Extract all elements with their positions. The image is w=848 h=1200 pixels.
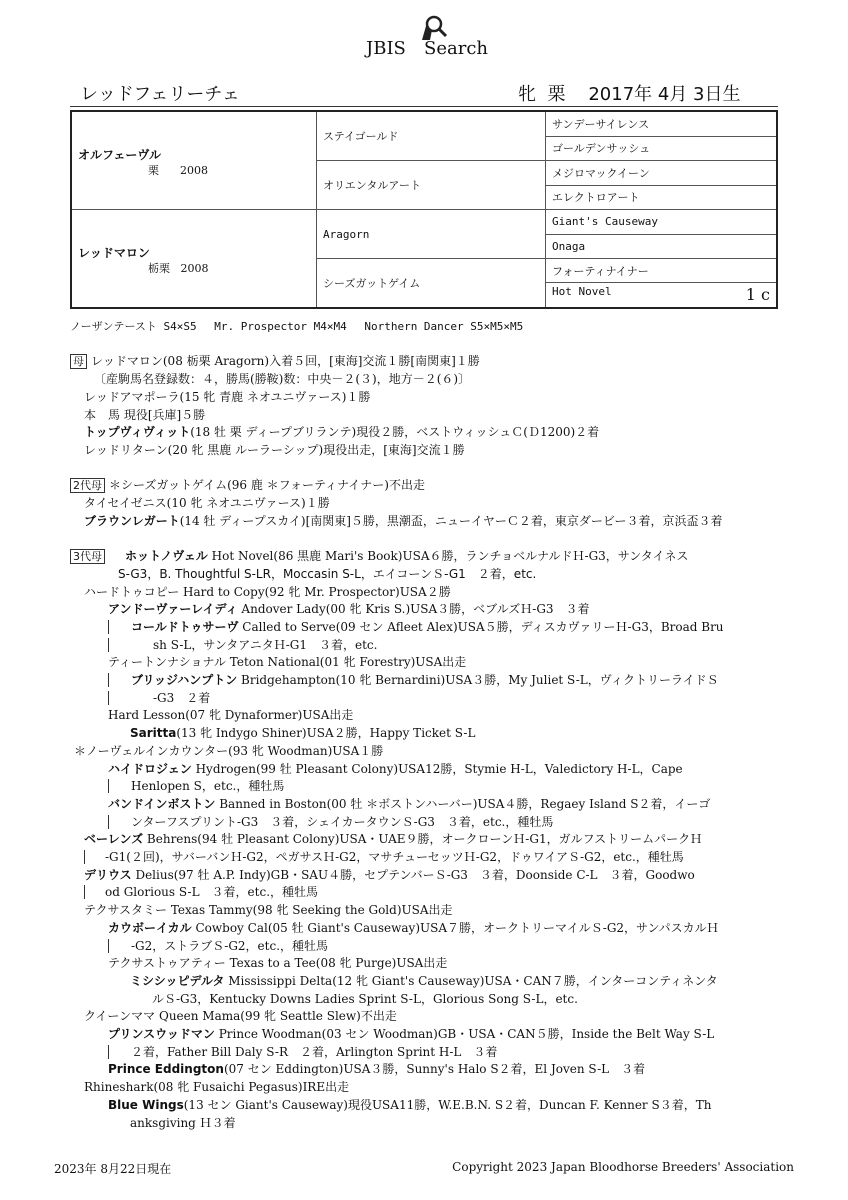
third-dam-line-21: テクサスタミー Texas Tammy(98 牝 Seeking the Gold)USA出走	[84, 903, 453, 918]
horse-color: 栗	[547, 84, 566, 105]
dam-tag: 母	[70, 354, 87, 369]
third-dam-line-23: -G2，ストラブＳ-G2，etc.，種牡馬	[70, 938, 770, 956]
footer-date: 2023年 8月22日現在	[54, 1162, 172, 1176]
third-dam-line-8: ブリッジハンプトン Bridgehampton(10 牝 Bernardini)USA３勝，My Juliet S-L，ヴィクトリーライドＳ	[70, 672, 770, 690]
third-dam-line-13: ハイドロジェン Hydrogen(99 牡 Pleasant Colony)USA12勝，Stymie H-L，Valedictory H-L，Cape	[108, 761, 683, 776]
pedigree-ds-sire: Giant's Causeway	[546, 210, 778, 235]
third-dam-line-1: 3代母 ホットノヴェル Hot Novel(86 黒鹿 Mari's Book)USA６勝，ランチョベルナルドＨ-G3，サンタイネス	[70, 548, 770, 566]
pedigree-ds-dam: Onaga	[546, 234, 778, 259]
footer-copyright: Copyright 2023 Japan Bloodhorse Breeders' Association	[452, 1160, 794, 1174]
horse-birth: 2017年 4月 3日生	[588, 84, 741, 105]
third-dam-line-5: コールドトゥサーヴ Called to Serve(09 セン Afleet Alex)USA５勝，ディスカヴァリーＨ-G3，Broad Bru	[70, 619, 770, 637]
dam-line-5: トップヴィヴィット(18 牡 栗 ディープブリランテ)現役２勝，ベストウィッシュＣ(Ｄ1200)２着	[84, 425, 600, 440]
third-dam-line-31: Rhineshark(08 牝 Fusaichi Pegasus)IRE出走	[84, 1080, 350, 1095]
third-dam-line-24: テクサストゥアティー Texas to a Tee(08 牝 Purge)USA出走	[108, 956, 448, 971]
pedigree-ss-sire: サンデーサイレンス	[546, 111, 778, 136]
third-dam-line-14: Henlopen S，etc.，種牡馬	[70, 778, 770, 796]
pedigree-sire-dam: オリエンタルアート	[317, 161, 546, 210]
third-dam-line-22: カウボーイカル Cowboy Cal(05 牡 Giant's Causeway)USA７勝，オークトリーマイルＳ-G2，サンパスカルＨ	[108, 920, 719, 935]
pedigree-ss-dam: ゴールデンサッシュ	[546, 136, 778, 161]
pedigree-dd-dam: Hot Novel 1 c	[546, 283, 778, 308]
dam-line-4: 本 馬 現役[兵庫]５勝	[84, 407, 206, 422]
horse-header	[70, 80, 778, 106]
sire-name: オルフェーヴル	[78, 148, 162, 162]
dam-line-2: 〔産駒馬名登録数：４，勝馬(勝鞍)数：中央－２(３)，地方－２(６)〕	[94, 372, 471, 387]
inbreeding-line: ノーザンテースト S4×S5 Mr. Prospector M4×M4 Northern Dancer S5×M5×M5	[70, 320, 524, 333]
pedigree-sire	[71, 111, 317, 210]
third-dam-line-3: ハードトゥコピー Hard to Copy(92 牝 Mr. Prospector)USA２勝	[84, 584, 451, 599]
third-dam-line-32: Blue Wings(13 セン Giant's Causeway)現役USA11勝，W.E.B.N. S２着，Duncan F. Kenner S３着，Th	[108, 1097, 712, 1112]
pedigree-dd-sire: フォーティナイナー	[546, 259, 778, 283]
family-number: 1 c	[745, 285, 770, 305]
horse-name: レッドフェリーチェ	[80, 84, 240, 105]
third-dam-line-26: ルＳ-G3，Kentucky Downs Ladies Sprint S-L，Glorious Song S-L，etc.	[152, 991, 578, 1006]
third-dam-line-33: anksgiving Ｈ３着	[130, 1115, 236, 1130]
third-dam-line-6: sh S-L，サンタアニタＨ-G1 ３着，etc.	[70, 637, 770, 655]
third-dam-line-10: Hard Lesson(07 牝 Dynaformer)USA出走	[108, 708, 354, 723]
third-dam-line-19: デリウス Delius(97 牡 A.P. Indy)GB・SAU４勝，セプテンバーＳ-G3 ３着，Doonside C-L ３着，Goodwo	[84, 867, 695, 882]
third-dam-line-7: ティートンナショナル Teton National(01 牝 Forestry)USA出走	[108, 655, 467, 670]
dam-name: レッドマロン	[78, 246, 150, 260]
third-dam-line-28: プリンスウッドマン Prince Woodman(03 セン Woodman)GB・USA・CAN５勝，Inside the Belt Way S-L	[108, 1027, 715, 1042]
pedigree-dam	[71, 210, 317, 309]
pedigree-sire-sire: ステイゴールド	[317, 111, 546, 161]
third-dam-line-29: ２着，Father Bill Daly S-R ２着，Arlington Sprint H-L ３着	[70, 1044, 770, 1062]
third-dam-line-16: ンターフスプリント-G3 ３着，シェイカータウンＳ-G3 ３着，etc.，種牡馬	[70, 814, 770, 832]
third-dam-line-2: S-G3，B. Thoughtful S-LR，Moccasin S-L，エイコーンＳ-G1 ２着，etc.	[118, 566, 537, 581]
horse-sex: 牝	[518, 84, 536, 105]
second-dam-line-2: タイセイゼニス(10 牝 ネオユニヴァース)１勝	[84, 496, 330, 510]
logo-search-text: Search	[424, 38, 488, 59]
jbis-search-logo	[366, 14, 496, 60]
third-dam-line-20: od Glorious S-L ３着，etc.，種牡馬	[70, 884, 770, 902]
dam-line-1: 母 レッドマロン(08 栃栗 Aragorn)入着５回，[東海]交流１勝[南関東]１勝	[70, 353, 770, 371]
pedigree-table	[70, 110, 778, 309]
third-dam-tag: 3代母	[70, 549, 105, 564]
pedigree-dam-dam: シーズガットゲイム	[317, 259, 546, 309]
header-underline	[70, 106, 778, 107]
horse-info	[518, 80, 741, 106]
third-dam-line-12: ＊ノーヴェルインカウンター(93 牝 Woodman)USA１勝	[74, 743, 384, 758]
second-dam-line-1: 2代母 ＊シーズガットゲイム(96 鹿 ＊フォーティナイナー)不出走	[70, 477, 770, 495]
pedigree-sd-dam: エレクトロアート	[546, 185, 778, 210]
logo-jbis-text: JBIS	[366, 38, 406, 59]
second-dam-line-3: ブラウンレガート(14 牡 ディープスカイ)[南関東]５勝，黒潮盃，ニューイヤーＣ２着，東京ダービー３着，京浜盃３着	[84, 513, 723, 528]
pedigree-dam-sire: Aragorn	[317, 210, 546, 259]
family-records	[70, 318, 770, 1132]
dam-line-3: レッドアマポーラ(15 牝 青鹿 ネオユニヴァース)１勝	[84, 389, 371, 404]
pedigree-sd-sire: メジロマックイーン	[546, 161, 778, 186]
second-dam-tag: 2代母	[70, 478, 105, 493]
dam-detail: 栃栗 2008	[148, 262, 209, 275]
sire-detail: 栗 2008	[148, 164, 208, 177]
third-dam-line-17: ベーレンズ Behrens(94 牡 Pleasant Colony)USA・UAE９勝，オークローンＨ-G1，ガルフストリームパークＨ	[84, 832, 703, 847]
third-dam-line-11: Saritta(13 牝 Indygo Shiner)USA２勝，Happy Ticket S-L	[130, 726, 476, 741]
third-dam-line-4: アンドーヴァーレイディ Andover Lady(00 牝 Kris S.)USA３勝，ベブルズＨ-G3 ３着	[108, 602, 590, 617]
third-dam-line-18: -G1(２回)，サバーバンＨ-G2，ペガサスＨ-G2，マサチューセッツＨ-G2，ドゥワイアＳ-G2，etc.，種牡馬	[70, 849, 770, 867]
dam-line-6: レッドリターン(20 牝 黒鹿 ルーラーシップ)現役出走，[東海]交流１勝	[84, 442, 465, 457]
third-dam-line-30: Prince Eddington(07 セン Eddington)USA３勝，Sunny's Halo S２着，El Joven S-L ３着	[108, 1062, 646, 1077]
third-dam-line-27: クイーンママ Queen Mama(99 牝 Seattle Slew)不出走	[84, 1009, 397, 1024]
third-dam-line-15: バンドインボストン Banned in Boston(00 牡 ＊ボストンハーバー)USA４勝，Regaey Island S２着，イーゴ	[108, 796, 711, 811]
third-dam-line-25: ミシシッピデルタ Mississippi Delta(12 牝 Giant's Causeway)USA・CAN７勝，インターコンティネンタ	[130, 973, 718, 988]
third-dam-line-9: -G3 ２着	[70, 690, 770, 708]
